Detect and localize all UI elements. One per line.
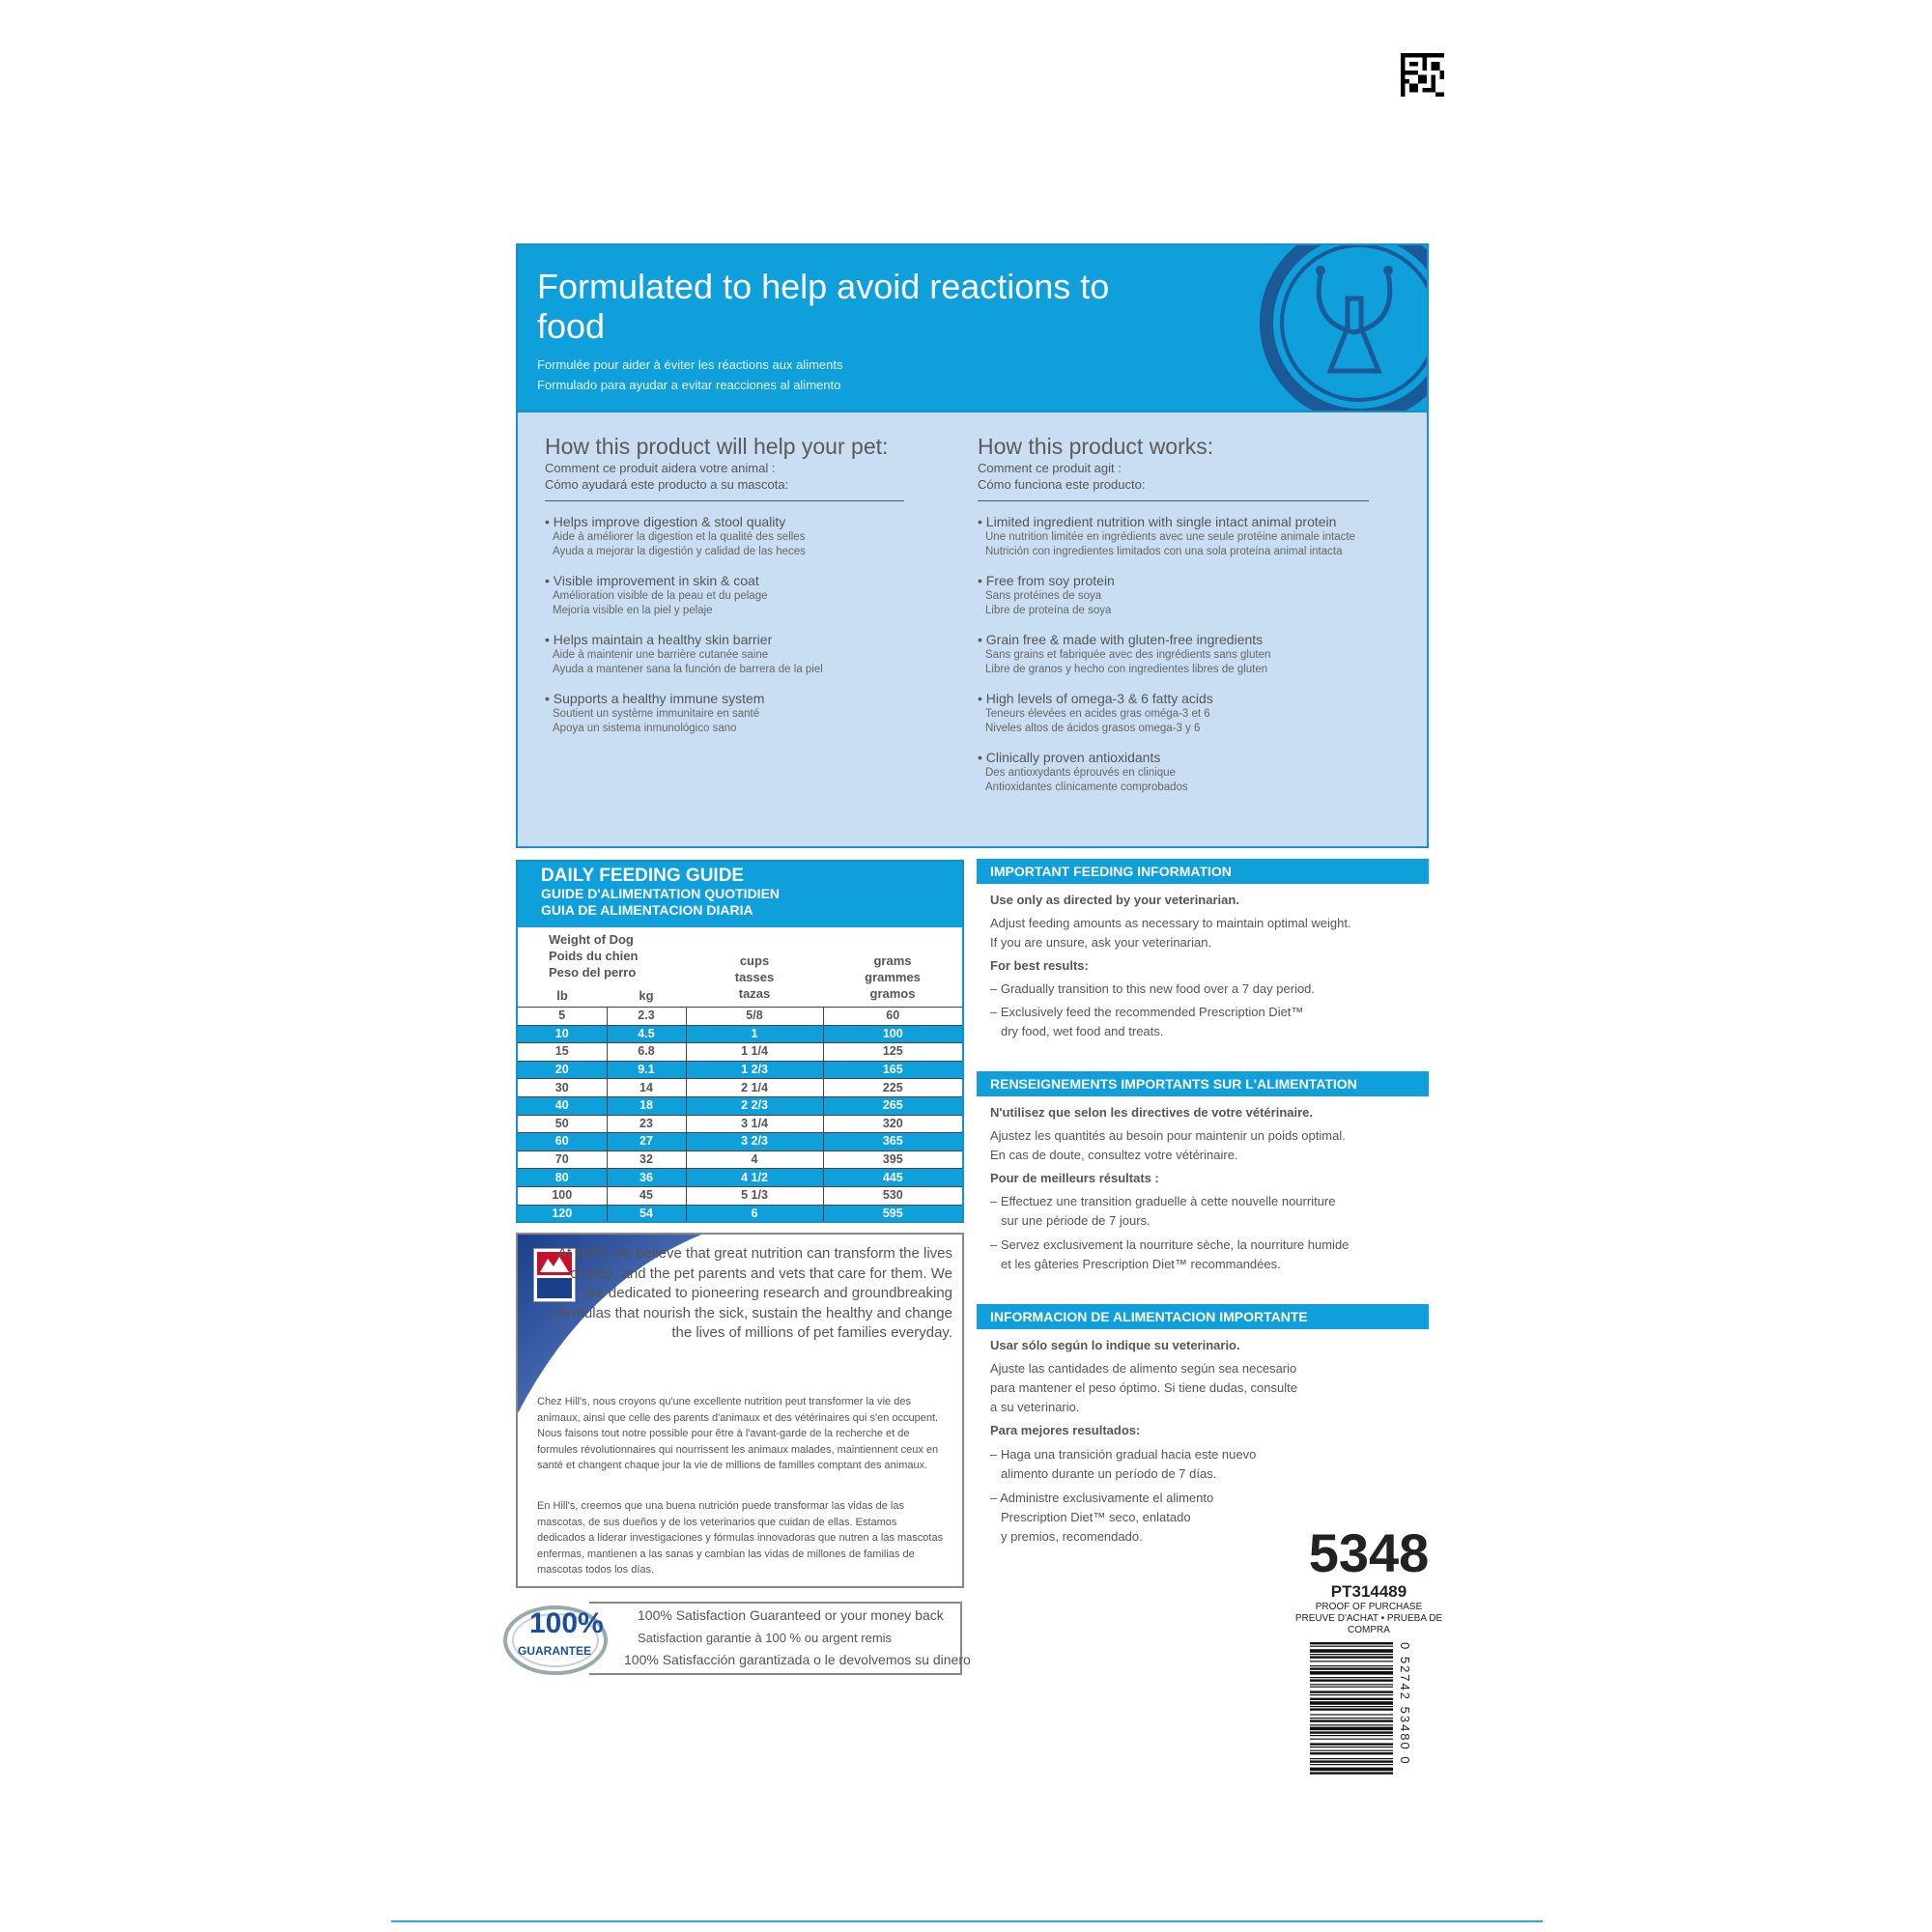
info-fr-best: Pour de meilleurs résultats : bbox=[990, 1171, 1159, 1185]
barcode-bar bbox=[1310, 1764, 1393, 1765]
table-cell: 45 bbox=[607, 1186, 686, 1205]
feeding-guide-header bbox=[518, 862, 962, 927]
benefit-item bbox=[545, 513, 904, 559]
benefit-text-es: Mejoría visible en la piel y pelaje bbox=[553, 605, 713, 616]
info-en-bullet-1: – Gradually transition to this new food over a 7 day period. bbox=[990, 981, 1316, 996]
barcode-bar bbox=[1310, 1656, 1393, 1658]
kg-header: kg bbox=[639, 988, 654, 1003]
qr-code-icon bbox=[1401, 53, 1444, 97]
table-cell: 4 bbox=[686, 1151, 823, 1169]
table-cell: 165 bbox=[882, 1063, 903, 1077]
barcode-bar bbox=[1310, 1661, 1393, 1662]
table-row bbox=[518, 1133, 962, 1151]
works-column bbox=[978, 434, 1369, 808]
table-row bbox=[518, 1096, 962, 1115]
benefit-text-es: Libre de proteína de soya bbox=[985, 605, 1112, 616]
barcode-bar bbox=[1310, 1727, 1393, 1731]
info-en-best: For best results: bbox=[990, 958, 1089, 973]
barcode bbox=[1310, 1642, 1426, 1806]
benefit-text-en: • Free from soy protein bbox=[978, 573, 1115, 588]
table-cell: 100 bbox=[882, 1026, 903, 1040]
feeding-guide-title-fr: GUIDE D'ALIMENTATION QUOTIDIEN bbox=[541, 886, 781, 901]
barcode-bar bbox=[1310, 1654, 1393, 1655]
table-cell: 5/8 bbox=[686, 1008, 823, 1026]
hero-banner bbox=[516, 243, 1429, 412]
benefit-text-en: • High levels of omega-3 & 6 fatty acids bbox=[978, 691, 1213, 706]
hills-text-es: En Hill's, creemos que una buena nutrición puede transformar las vidas de las mascotas, de sus dueños y de los veterinarios que cuidan de ellas. Estamos dedicados a liderar investigaciones y fórmulas innovadoras que nutren a las mascotas enfermas, mantienen a las sanas y cambian las vidas de millones de familias de mascotas todos los días. bbox=[537, 1500, 944, 1576]
benefit-text-es: Ayuda a mantener sana la función de barrera de la piel bbox=[553, 664, 823, 675]
table-cell: 3 2/3 bbox=[686, 1133, 823, 1151]
stethoscope-flask-icon bbox=[1253, 243, 1429, 412]
table-row bbox=[518, 1025, 962, 1043]
table-cell: 6.8 bbox=[607, 1043, 686, 1062]
barcode-bar bbox=[1310, 1642, 1393, 1644]
hills-statement bbox=[516, 1233, 964, 1588]
benefit-item bbox=[978, 749, 1369, 795]
barcode-bar bbox=[1310, 1665, 1393, 1666]
benefit-text-es: Ayuda a mejorar la digestión y calidad de las heces bbox=[553, 546, 806, 557]
benefits-panel bbox=[516, 412, 1429, 848]
divider bbox=[545, 500, 904, 501]
info-fr-bullet-2: – Servez exclusivement la nourriture sèche, la nourriture humide bbox=[990, 1237, 1350, 1252]
barcode-bar bbox=[1310, 1701, 1393, 1705]
table-cell: 100 bbox=[518, 1186, 607, 1205]
barcode-bar bbox=[1310, 1698, 1393, 1700]
benefit-text-es: Libre de granos y hecho con ingredientes libres de gluten bbox=[985, 664, 1268, 675]
barcode-bar bbox=[1310, 1718, 1393, 1719]
hero-subtitle-es: Formulado para ayudar a evitar reacciones al alimento bbox=[537, 378, 841, 392]
barcode-bar bbox=[1310, 1743, 1393, 1745]
table-cell: 70 bbox=[518, 1151, 607, 1169]
help-title-es: Cómo ayudará este producto a su mascota: bbox=[545, 477, 789, 492]
info-fr-bullet-1b: sur une période de 7 jours. bbox=[1001, 1213, 1151, 1228]
hero-subtitle-fr: Formulée pour aider à éviter les réactions aux aliments bbox=[537, 357, 843, 372]
barcode-bar bbox=[1310, 1649, 1393, 1653]
benefit-text-fr: Aide à maintenir une barrière cutanée saine bbox=[553, 649, 769, 661]
proof-of-purchase-fr-es: PREUVE D'ACHAT • PRUEBA DE COMPRA bbox=[1294, 1613, 1443, 1635]
table-cell: 365 bbox=[882, 1134, 903, 1149]
divider bbox=[978, 500, 1369, 501]
barcode-bar bbox=[1310, 1667, 1393, 1669]
benefit-text-es: Antioxidantes clínicamente comprobados bbox=[985, 781, 1188, 793]
help-title-fr: Comment ce produit aidera votre animal : bbox=[545, 461, 776, 475]
benefit-text-en: • Helps improve digestion & stool quality bbox=[545, 514, 786, 529]
table-cell: 1 bbox=[686, 1025, 823, 1043]
guarantee-section bbox=[502, 1600, 971, 1677]
works-title-fr: Comment ce produit agit : bbox=[978, 461, 1122, 475]
barcode-bar bbox=[1310, 1677, 1393, 1678]
info-fr-bullet-2b: et les gâteries Prescription Diet™ recommandées. bbox=[1001, 1257, 1281, 1271]
barcode-bar bbox=[1310, 1739, 1393, 1740]
benefit-item bbox=[978, 572, 1369, 618]
table-row bbox=[518, 1151, 962, 1169]
table-cell: 27 bbox=[607, 1133, 686, 1151]
benefit-text-es: Apoya un sistema inmunológico sano bbox=[553, 723, 737, 734]
barcode-bar bbox=[1310, 1694, 1393, 1695]
info-en-bullet-2: – Exclusively feed the recommended Prescription Diet™ bbox=[990, 1005, 1304, 1019]
table-cell: 32 bbox=[607, 1151, 686, 1169]
feeding-info-header-fr: RENSEIGNEMENTS IMPORTANTS SUR L'ALIMENTATION bbox=[977, 1071, 1429, 1096]
table-row bbox=[518, 1205, 962, 1222]
hills-text-fr: Chez Hill's, nous croyons qu'une excellente nutrition peut transformer la vie des animaux, ainsi que celle des parents d'animaux et des vétérinaires qui s'en occupent. Nous faisons tout notre possible pour être à l'avant-garde de la recherche et de formules révolutionnaires qui nourrissent les animaux malades, maintiennent ceux en santé et changent chaque jour la vie de millions de familles comptant des animaux. bbox=[537, 1396, 939, 1471]
table-cell: 2.3 bbox=[607, 1008, 686, 1026]
barcode-bar bbox=[1310, 1679, 1393, 1681]
table-cell: 2 2/3 bbox=[686, 1096, 823, 1115]
table-cell: 445 bbox=[882, 1170, 903, 1184]
table-cell: 54 bbox=[607, 1205, 686, 1222]
benefit-text-fr: Aide à améliorer la digestion et la qualité des selles bbox=[553, 531, 806, 543]
benefit-text-en: • Grain free & made with gluten-free ingredients bbox=[978, 632, 1264, 647]
feeding-info-header-es: INFORMACION DE ALIMENTACION IMPORTANTE bbox=[977, 1304, 1429, 1329]
table-cell: 20 bbox=[518, 1061, 607, 1079]
table-cell: 40 bbox=[518, 1096, 607, 1115]
table-row bbox=[518, 1186, 962, 1205]
info-es-adjust-2: para mantener el peso óptimo. Si tiene dudas, consulte bbox=[990, 1380, 1297, 1395]
benefit-item bbox=[978, 513, 1369, 559]
benefit-text-fr: Teneurs élevées en acides gras oméga-3 et 6 bbox=[985, 708, 1210, 720]
barcode-bar bbox=[1310, 1750, 1393, 1751]
table-cell: 1 2/3 bbox=[686, 1061, 823, 1079]
benefit-text-fr: Sans protéines de soya bbox=[985, 590, 1102, 602]
table-cell: 80 bbox=[518, 1169, 607, 1187]
barcode-bar bbox=[1310, 1646, 1393, 1647]
info-es-best: Para mejores resultados: bbox=[990, 1423, 1141, 1437]
barcode-bar bbox=[1310, 1768, 1393, 1772]
benefit-text-fr: Une nutrition limitée en ingrédients avec une seule protéine animale intacte bbox=[985, 531, 1355, 543]
barcode-bar bbox=[1310, 1684, 1393, 1685]
table-cell: 9.1 bbox=[607, 1061, 686, 1079]
benefit-item bbox=[978, 690, 1369, 736]
barcode-bar bbox=[1310, 1772, 1393, 1774]
table-cell: 320 bbox=[882, 1116, 903, 1130]
table-cell: 225 bbox=[882, 1080, 903, 1094]
table-cell: 60 bbox=[518, 1133, 607, 1151]
benefit-item bbox=[545, 572, 904, 618]
table-cell: 36 bbox=[607, 1169, 686, 1187]
info-es-bullet-1b: alimento durante un período de 7 días. bbox=[1001, 1466, 1217, 1481]
table-cell: 23 bbox=[607, 1115, 686, 1133]
works-title: How this product works: bbox=[978, 434, 1214, 459]
barcode-bar bbox=[1310, 1714, 1393, 1715]
guarantee-word: GUARANTEE bbox=[518, 1644, 592, 1658]
info-es-adjust-3: a su veterinario. bbox=[990, 1400, 1080, 1414]
barcode-bar bbox=[1310, 1752, 1393, 1754]
weight-header: Weight of Dog Poids du chien Peso del perro bbox=[549, 932, 639, 980]
table-cell: 530 bbox=[882, 1188, 903, 1203]
product-number: 5348 bbox=[1308, 1522, 1430, 1583]
table-cell: 3 1/4 bbox=[686, 1115, 823, 1133]
table-cell: 4.5 bbox=[607, 1025, 686, 1043]
table-row bbox=[518, 1115, 962, 1133]
info-fr-adjust-1: Ajustez les quantités au besoin pour maintenir un poids optimal. bbox=[990, 1128, 1346, 1143]
table-row bbox=[518, 1169, 962, 1187]
cups-header: cups tasses tazas bbox=[734, 953, 775, 1001]
table-cell: 50 bbox=[518, 1115, 607, 1133]
info-es-use: Usar sólo según lo indique su veterinario. bbox=[990, 1338, 1240, 1352]
info-fr-use: N'utilisez que selon les directives de votre vétérinaire. bbox=[990, 1105, 1314, 1120]
guarantee-es: 100% Satisfacción garantizada o le devolvemos su dinero bbox=[624, 1652, 971, 1667]
info-en-adjust-1: Adjust feeding amounts as necessary to maintain optimal weight. bbox=[990, 916, 1351, 930]
info-es-adjust-1: Ajuste las cantidades de alimento según sea necesario bbox=[990, 1361, 1297, 1376]
benefit-text-fr: Amélioration visible de la peau et du pelage bbox=[553, 590, 768, 602]
product-pt-code: PT314489 bbox=[1330, 1582, 1407, 1601]
info-es-bullet-2b: Prescription Diet™ seco, enlatado bbox=[1001, 1510, 1191, 1524]
table-row bbox=[518, 1079, 962, 1097]
hills-main-text: At Hill's, we believe that great nutrition can transform the lives of pets, and the pet parents and vets that care for them. We are dedicated to pioneering research and groundbreaking formulas that nourish the sick, sustain the healthy and change the lives of millions of pet families everyday. bbox=[554, 1245, 952, 1341]
barcode-bar bbox=[1310, 1731, 1393, 1733]
info-es-bullet-2c: y premios, recomendado. bbox=[1001, 1529, 1143, 1544]
feeding-guide-title-es: GUIA DE ALIMENTACION DIARIA bbox=[541, 902, 753, 918]
info-en-use: Use only as directed by your veterinarian. bbox=[990, 893, 1239, 907]
barcode-bar bbox=[1310, 1690, 1393, 1692]
upc-digits: 0 52742 53480 0 bbox=[1398, 1642, 1412, 1766]
guarantee-percent: 100% bbox=[529, 1607, 604, 1639]
proof-of-purchase: PROOF OF PURCHASE bbox=[1315, 1602, 1423, 1612]
table-cell: 2 1/4 bbox=[686, 1079, 823, 1097]
benefit-item bbox=[978, 631, 1369, 677]
info-es-bullet-2: – Administre exclusivamente el alimento bbox=[990, 1491, 1214, 1505]
benefit-item bbox=[545, 690, 904, 736]
table-cell: 10 bbox=[518, 1025, 607, 1043]
barcode-bar bbox=[1310, 1706, 1393, 1707]
benefit-text-en: • Helps maintain a healthy skin barrier bbox=[545, 632, 773, 647]
table-row bbox=[518, 1043, 962, 1062]
table-cell: 30 bbox=[518, 1079, 607, 1097]
feeding-table bbox=[518, 1007, 962, 1222]
benefit-text-es: Nutrición con ingredientes limitados con una sola proteína animal intacta bbox=[985, 546, 1343, 557]
barcode-bar bbox=[1310, 1719, 1393, 1721]
feeding-info-header-en: IMPORTANT FEEDING INFORMATION bbox=[977, 859, 1429, 884]
help-column bbox=[545, 434, 904, 749]
table-cell: 60 bbox=[886, 1009, 900, 1023]
table-cell: 18 bbox=[607, 1096, 686, 1115]
benefit-text-en: • Limited ingredient nutrition with single intact animal protein bbox=[978, 514, 1337, 529]
table-cell: 15 bbox=[518, 1043, 607, 1062]
info-fr-bullet-1: – Effectuez une transition graduelle à cette nouvelle nourriture bbox=[990, 1194, 1336, 1208]
table-cell: 5 1/3 bbox=[686, 1186, 823, 1205]
benefit-text-fr: Soutient un système immunitaire en santé bbox=[553, 708, 760, 720]
works-title-es: Cómo funciona este producto: bbox=[978, 477, 1146, 492]
table-cell: 4 1/2 bbox=[686, 1169, 823, 1187]
table-cell: 595 bbox=[882, 1206, 903, 1220]
table-cell: 395 bbox=[882, 1152, 903, 1167]
barcode-bar bbox=[1310, 1760, 1393, 1762]
table-cell: 125 bbox=[882, 1044, 903, 1059]
table-row bbox=[518, 1061, 962, 1079]
guarantee-fr: Satisfaction garantie à 100 % ou argent remis bbox=[638, 1631, 893, 1645]
info-fr-adjust-2: En cas de doute, consultez votre vétérinaire. bbox=[990, 1148, 1238, 1162]
benefit-text-en: • Clinically proven antioxidants bbox=[978, 750, 1161, 765]
barcode-bar bbox=[1310, 1724, 1393, 1725]
info-en-adjust-2: If you are unsure, ask your veterinarian. bbox=[990, 935, 1212, 950]
table-cell: 1 1/4 bbox=[686, 1043, 823, 1062]
table-cell: 6 bbox=[686, 1205, 823, 1222]
feeding-guide-title: DAILY FEEDING GUIDE bbox=[541, 866, 745, 886]
benefit-text-en: • Visible improvement in skin & coat bbox=[545, 573, 759, 588]
benefit-text-fr: Sans grains et fabriquée avec des ingrédients sans gluten bbox=[985, 649, 1271, 661]
barcode-bar bbox=[1310, 1735, 1393, 1736]
table-cell: 14 bbox=[607, 1079, 686, 1097]
guarantee-en: 100% Satisfaction Guaranteed or your money back bbox=[638, 1607, 944, 1623]
info-en-bullet-2b: dry food, wet food and treats. bbox=[1001, 1024, 1164, 1038]
bottom-divider bbox=[391, 1920, 1543, 1922]
hero-title: Formulated to help avoid reactions to food bbox=[537, 267, 1110, 346]
table-cell: 120 bbox=[518, 1205, 607, 1222]
barcode-digits-wrap bbox=[1395, 1642, 1414, 1806]
table-cell: 5 bbox=[518, 1008, 607, 1026]
benefit-text-fr: Des antioxydants éprouvés en clinique bbox=[985, 767, 1176, 779]
lb-header: lb bbox=[556, 988, 568, 1003]
benefit-item bbox=[545, 631, 904, 677]
help-title: How this product will help your pet: bbox=[545, 434, 889, 459]
feeding-table-header bbox=[518, 927, 962, 1007]
grams-header: grams grammes gramos bbox=[865, 953, 921, 1001]
table-cell: 265 bbox=[882, 1098, 903, 1113]
table-row bbox=[518, 1008, 962, 1026]
benefit-text-en: • Supports a healthy immune system bbox=[545, 691, 765, 706]
feeding-guide bbox=[516, 860, 964, 1223]
barcode-bar bbox=[1310, 1687, 1393, 1688]
benefit-text-es: Niveles altos de ácidos grasos omega-3 y 6 bbox=[985, 723, 1201, 734]
product-code-block bbox=[1277, 1524, 1461, 1636]
barcode-bar bbox=[1310, 1708, 1393, 1710]
barcode-bar bbox=[1310, 1758, 1393, 1759]
info-es-bullet-1: – Haga una transición gradual hacia este nuevo bbox=[990, 1447, 1257, 1462]
barcode-bar bbox=[1310, 1671, 1393, 1675]
